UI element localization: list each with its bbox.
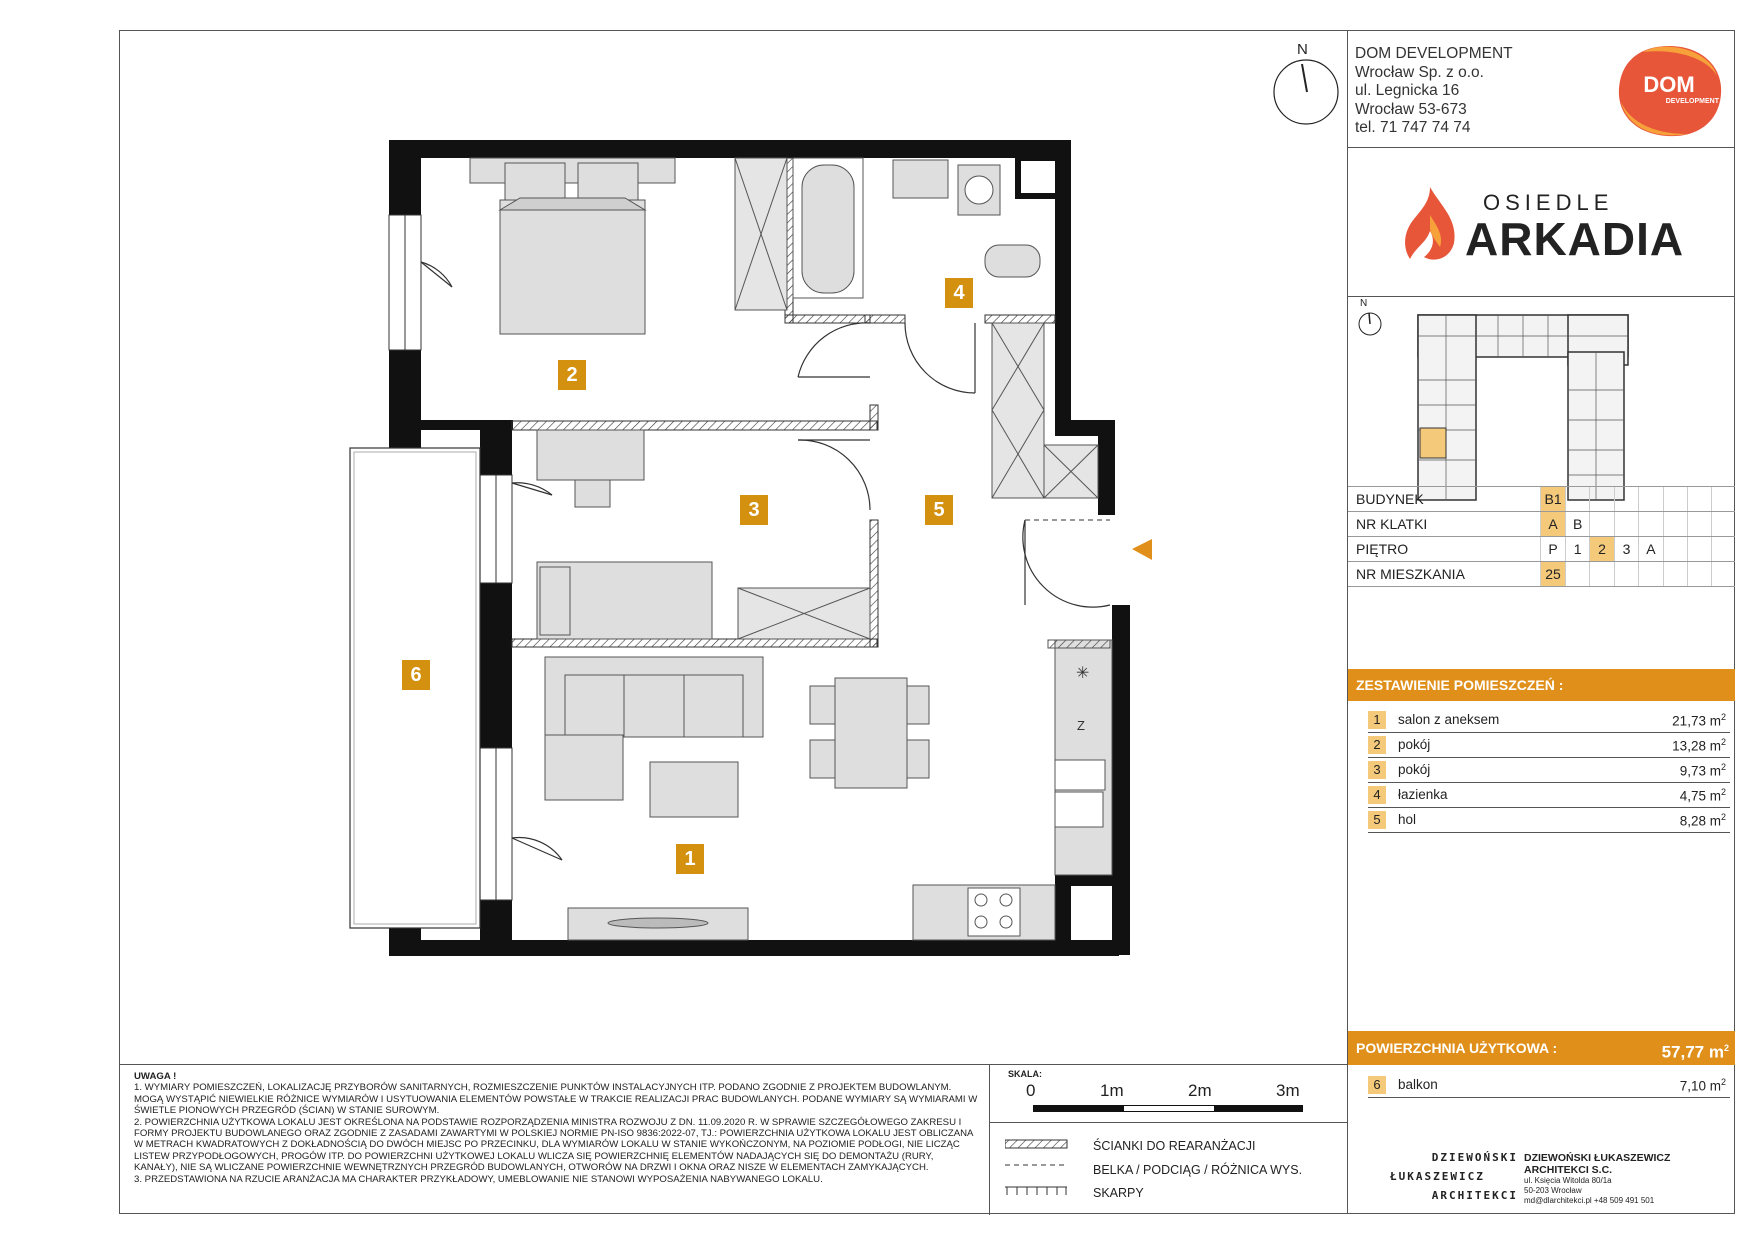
keyplan-compass-label: N	[1360, 298, 1368, 309]
company-name: DOM DEVELOPMENT	[1355, 45, 1513, 62]
apartment-highlight	[1420, 428, 1446, 458]
room-row-5: 5 hol 8,28 $m^2$	[1368, 808, 1730, 833]
building-key-plan	[1408, 310, 1718, 510]
chair	[575, 480, 610, 507]
fridge-icon: ✳	[1076, 663, 1090, 682]
arkadia-flame-icon	[1400, 185, 1460, 265]
room-row-1: 1 salon z aneksem 21,73 $m^2$	[1368, 708, 1730, 733]
company-phone: tel. 71 747 74 74	[1355, 119, 1471, 136]
room-badge-6: 6	[402, 660, 430, 690]
notes-section	[119, 1064, 989, 1215]
project-line2: ARKADIA	[1465, 213, 1685, 265]
desk	[537, 430, 644, 480]
floor-2: 2	[1590, 537, 1614, 562]
company-line2: Wrocław Sp. z o.o.	[1355, 63, 1484, 81]
dom-development-logo	[1613, 42, 1725, 140]
stair-b: B	[1565, 512, 1589, 537]
building-value: B1	[1541, 487, 1566, 512]
legend-beam: BELKA / PODCIĄG / RÓŻNICA WYS.	[1093, 1163, 1303, 1177]
notes-text: 1. WYMIARY POMIESZCZEŃ, LOKALIZACJĘ PRZYBORÓW SANITARNYCH, ROZMIESZCZENIE PUNKTÓW INSTALACYJNYCH ITP. PODANO ZGODNIE Z PROJEKTEM BUDOWLANYM. MOGĄ WYSTĄPIĆ NIEWIELKIE RÓŻNICE WYMIARÓW I USYTUOWANIA ELEMENTÓW POWSTAŁE W TRAKCIE REALIZACJI PRAC BUDOWLANYCH. PODANE WYMIARY SĄ WYMIARAMI W ŚWIETLE PIONOWYCH PRZEGRÓD (ŚCIAN) W STANIE SUROWYM. 2. POWIERZCHNIA UŻYTKOWA LOKALU JEST OKREŚLONA NA PODSTAWIE ROZPORZĄDZENIA MINISTRA ROZWOJU Z DN. 11.09.2020 R. W SPRAWIE SZCZEGÓŁOWEGO ZAKRESU I FORMY PROJEKTU BUDOWLANEGO ORAZ ZGODNIE Z ZASADAMI ZAWARTYMI W POLSKIEJ NORMIE PN-ISO 9836:2022-07, TJ.: POWIERZCHNIA UŻYTKOWA LOKALU JEST OBLICZANA W METRACH KWADRATOWYCH Z DOKŁADNOŚCIĄ DO DWÓCH MIEJSC PO PRZECINKU, DLA WYMIARÓW LOKALU W STANIE WYKOŃCZONYM, NA POZIOMIE PODŁOGI, NIE LICZĄC LISTEW PRZYPODŁOGOWYCH, PROGÓW ITP. DO POWIERZCHNI UŻYTKOWEJ LOKALU WLICZA SIĘ POWIERZCHNIĘ ELEMENTÓW NADAJĄCYCH SIĘ DO DEMONTAŻU (RURY, KANAŁY), NIE SĄ WLICZANE POWIERZCHNIE WEWNĘTRZNYCH PRZEGRÓD BUDOWLANYCH, OTWORÓW NA DRZWI I OKNA ORAZ NISZE W ELEMENTACH ZAMYKAJĄCYCH. 3. PRZEDSTAWIONA NA RZUCIE ARANŻACJA MA CHARAKTER PRZYKŁADOWY, UMEBLOWANIE NIE STANOWI WYPOSAŻENIA NABYWANEGO LOKALU.	[134, 1082, 978, 1185]
notes-title: UWAGA !	[134, 1071, 177, 1082]
architect-mark: DZIEWOŃSKI ŁUKASZEWICZ ARCHITEKCI	[1390, 1151, 1518, 1202]
sink	[1055, 792, 1103, 827]
company-line3: ul. Legnicka 16	[1355, 82, 1460, 99]
legend-slopes: SKARPY	[1093, 1186, 1144, 1200]
info-table	[1348, 487, 1735, 587]
toilet	[985, 245, 1040, 277]
rooms-header: ZESTAWIENIE POMIESZCZEŃ :	[1348, 669, 1735, 701]
room-badge-3: 3	[740, 495, 768, 525]
floor-1: 1	[1565, 537, 1589, 562]
room-row-3: 3 pokój 9,73 $m^2$	[1368, 758, 1730, 783]
oven-icon: Z	[1077, 718, 1085, 733]
stair-label: NR KLATKI	[1348, 512, 1541, 537]
room-row-4: 4 łazienka 4,75 $m^2$	[1368, 783, 1730, 808]
coffee-table	[650, 762, 738, 817]
balcony-row: 6 balkon 7,10 $m^2$	[1368, 1073, 1730, 1098]
room-badge-1: 1	[676, 844, 704, 874]
floor-p: P	[1541, 537, 1566, 562]
usable-area-bar: POWIERZCHNIA UŻYTKOWA : 57,77 $m^2$	[1348, 1031, 1735, 1065]
double-bed	[500, 200, 645, 334]
company-line4: Wrocław 53-673	[1355, 100, 1467, 118]
scale-tick-2: 2m	[1188, 1081, 1212, 1100]
entrance-arrow-icon	[1132, 539, 1152, 560]
room-row-2: 2 pokój 13,28 $m^2$	[1368, 733, 1730, 758]
stair-a: A	[1541, 512, 1566, 537]
floor-a: A	[1639, 537, 1663, 562]
compass-icon	[1274, 60, 1338, 124]
sofa-chaise	[545, 735, 623, 800]
legend-symbols	[1005, 1135, 1070, 1205]
logo-subtext: DEVELOPMENT	[1665, 98, 1719, 105]
cooktop	[968, 888, 1020, 936]
scale-tick-1: 1m	[1100, 1081, 1124, 1100]
company-address	[1355, 45, 1513, 138]
floor-plan	[119, 30, 1347, 1064]
legend-partition: ŚCIANKI DO REARANŻACJI	[1093, 1139, 1256, 1153]
logo-text: DOM	[1643, 72, 1695, 97]
project-line1: OSIEDLE	[1483, 190, 1614, 215]
bed-headboard	[470, 158, 675, 183]
scale-label: SKALA:	[1008, 1069, 1042, 1079]
scale-tick-0: 0	[1026, 1081, 1036, 1100]
info-panel	[1347, 30, 1735, 1214]
legend-section	[989, 1064, 1348, 1215]
usable-area-value: 57,77 m	[1661, 1042, 1724, 1062]
floor-3: 3	[1614, 537, 1638, 562]
apt-value: 25	[1541, 562, 1566, 587]
building-label: BUDYNEK	[1348, 487, 1541, 512]
room-badge-4: 4	[945, 278, 973, 308]
dining-table	[835, 678, 907, 788]
compass-label: N	[1297, 41, 1308, 58]
architect-info: DZIEWOŃSKI ŁUKASZEWICZ ARCHITEKCI S.C. ul. Księcia Witolda 80/1a 50-203 Wrocław md@dlarchitekci.pl +48 509 491 501	[1524, 1152, 1671, 1205]
floor-label: PIĘTRO	[1348, 537, 1541, 562]
room-badge-2: 2	[558, 360, 586, 390]
scale-bar	[1033, 1105, 1303, 1112]
keyplan-compass-icon	[1356, 310, 1386, 340]
apt-label: NR MIESZKANIA	[1348, 562, 1541, 587]
scale-tick-3: 3m	[1276, 1081, 1300, 1100]
room-badge-5: 5	[925, 495, 953, 525]
washbasin	[893, 160, 948, 198]
usable-area-label: POWIERZCHNIA UŻYTKOWA :	[1356, 1040, 1558, 1056]
